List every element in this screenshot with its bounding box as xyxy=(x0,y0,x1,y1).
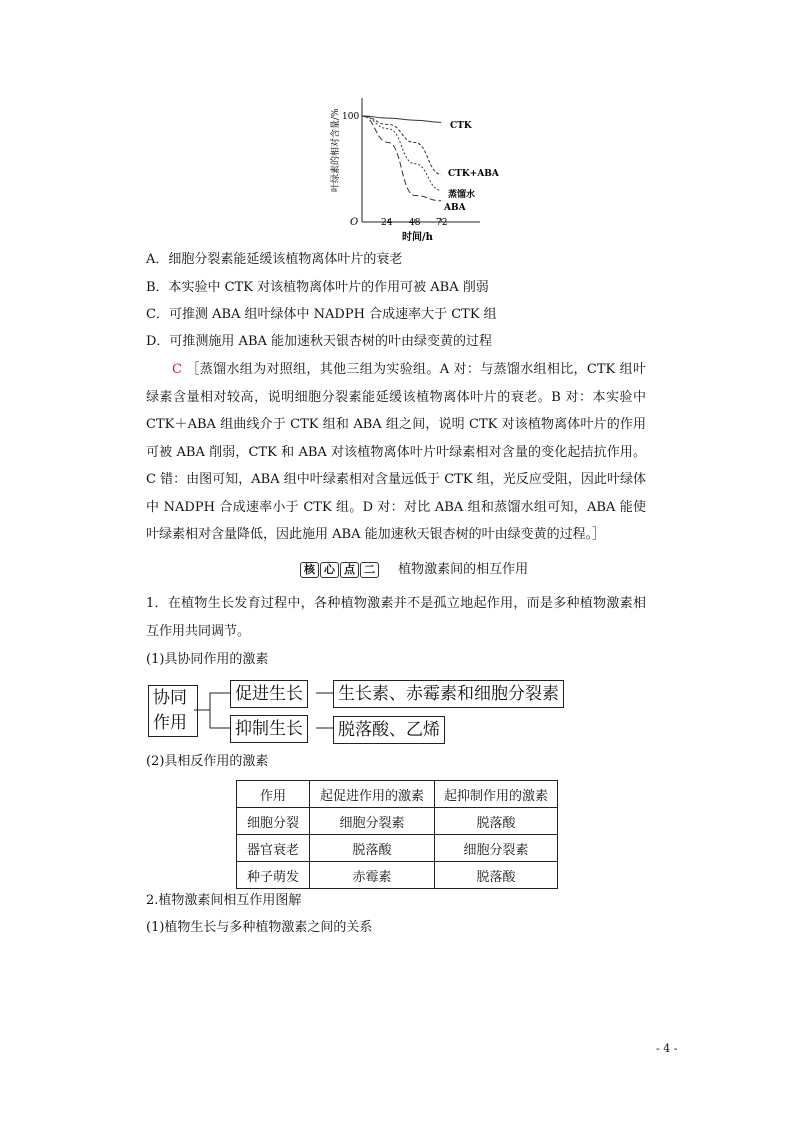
table-cell: 细胞分裂素 xyxy=(435,835,558,862)
section-badge-char: 核 xyxy=(300,562,319,578)
hormone-table xyxy=(236,780,558,889)
answer-explanation: ［蒸馏水组为对照组，其他三组为实验组。A 对：与蒸馏水组相比，CTK 组叶绿素含量相对较高，说明细胞分裂素能延缓该植物离体叶片的衰老。B 对：本实验中 CTK＋ABA 组曲线介于 CTK 组和 ABA 组之间，说明 CTK 对该植物离体叶片的作用可被 ABA 削弱，CTK 和 ABA 对该植物离体叶片叶绿素相对含量的变化起拮抗作用。C 错：由图可知，ABA 组中叶绿素相对含量远低于 CTK 组，光反应受阻，因此叶绿体中 NADPH 合成速率小于 CTK 组。D 对：对比 ABA 组和蒸馏水组可知，ABA 能使叶绿素相对含量降低，因此施用 ABA 能加速秋天银杏树的叶由绿变黄的过程。］ xyxy=(146,362,646,542)
option-b: B．本实验中 CTK 对该植物离体叶片的作用可被 ABA 削弱 xyxy=(146,280,489,295)
table-row xyxy=(237,808,558,835)
option-a: A．细胞分裂素能延缓该植物离体叶片的衰老 xyxy=(146,252,403,267)
section-header xyxy=(300,560,528,580)
diagram-leaf-inhibit: 脱落酸、乙烯 xyxy=(333,716,445,744)
origin-label: O xyxy=(350,217,359,228)
x-axis-label: 时间/h xyxy=(402,232,433,243)
paragraph-2: 2.植物激素间相互作用图解 xyxy=(146,893,302,908)
table-cell: 脱落酸 xyxy=(310,835,435,862)
series-line-2 xyxy=(362,116,441,190)
table-header-row xyxy=(237,781,558,808)
table-header-cell: 起抑制作用的激素 xyxy=(435,781,558,808)
table-row xyxy=(237,835,558,862)
table-cell: 器官衰老 xyxy=(237,835,310,862)
option-c: C．可推测 ABA 组叶绿体中 NADPH 合成速率大于 CTK 组 xyxy=(146,307,497,322)
subheading-growth-relations: (1)植物生长与多种植物激素之间的关系 xyxy=(146,920,373,935)
table-cell: 赤霉素 xyxy=(310,862,435,889)
series-label-ctk-aba: CTK+ABA xyxy=(448,169,499,179)
table-cell: 脱落酸 xyxy=(435,808,558,835)
y-tick-100: 100 xyxy=(342,112,360,122)
series-line-3 xyxy=(362,116,441,201)
diagram-root-box: 协同作用 xyxy=(148,685,198,737)
x-tick-24: 24 xyxy=(381,218,393,228)
table-cell: 细胞分裂 xyxy=(237,808,310,835)
section-badge-char: 二 xyxy=(360,562,379,578)
series-label-ctk: CTK xyxy=(450,121,472,131)
subheading-synergy: (1)具协同作用的激素 xyxy=(146,652,269,667)
table-cell: 种子萌发 xyxy=(237,862,310,889)
x-tick-72: 72 xyxy=(436,218,448,228)
table-header-cell: 起促进作用的激素 xyxy=(310,781,435,808)
page-number: - 4 - xyxy=(656,1042,678,1055)
table-header-cell: 作用 xyxy=(237,781,310,808)
chlorophyll-chart xyxy=(320,92,520,247)
diagram-leaf-promote: 生长素、赤霉素和细胞分裂素 xyxy=(333,680,564,708)
series-label-water: 蒸馏水 xyxy=(448,190,476,200)
section-badge-char: 心 xyxy=(320,562,339,578)
subheading-antagonism: (2)具相反作用的激素 xyxy=(146,754,269,769)
answer-letter: C xyxy=(172,362,182,377)
series-label-aba: ABA xyxy=(444,203,466,213)
table-row xyxy=(237,862,558,889)
answer-block xyxy=(146,356,646,549)
y-axis-label: 叶绿素的相对含量/% xyxy=(331,108,341,192)
x-tick-48: 48 xyxy=(409,218,421,228)
section-badge-char: 点 xyxy=(340,562,359,578)
paragraph-1: 1．在植物生长发育过程中，各种植物激素并不是孤立地起作用，而是多种植物激素相互作用共同调节。 xyxy=(146,596,646,639)
section-title: 植物激素间的相互作用 xyxy=(398,562,529,577)
option-d: D．可推测施用 ABA 能加速秋天银杏树的叶由绿变黄的过程 xyxy=(146,334,493,349)
table-cell: 细胞分裂素 xyxy=(310,808,435,835)
diagram-branch-promote: 促进生长 xyxy=(230,680,308,708)
diagram-branch-inhibit: 抑制生长 xyxy=(230,715,308,743)
table-cell: 脱落酸 xyxy=(435,862,558,889)
